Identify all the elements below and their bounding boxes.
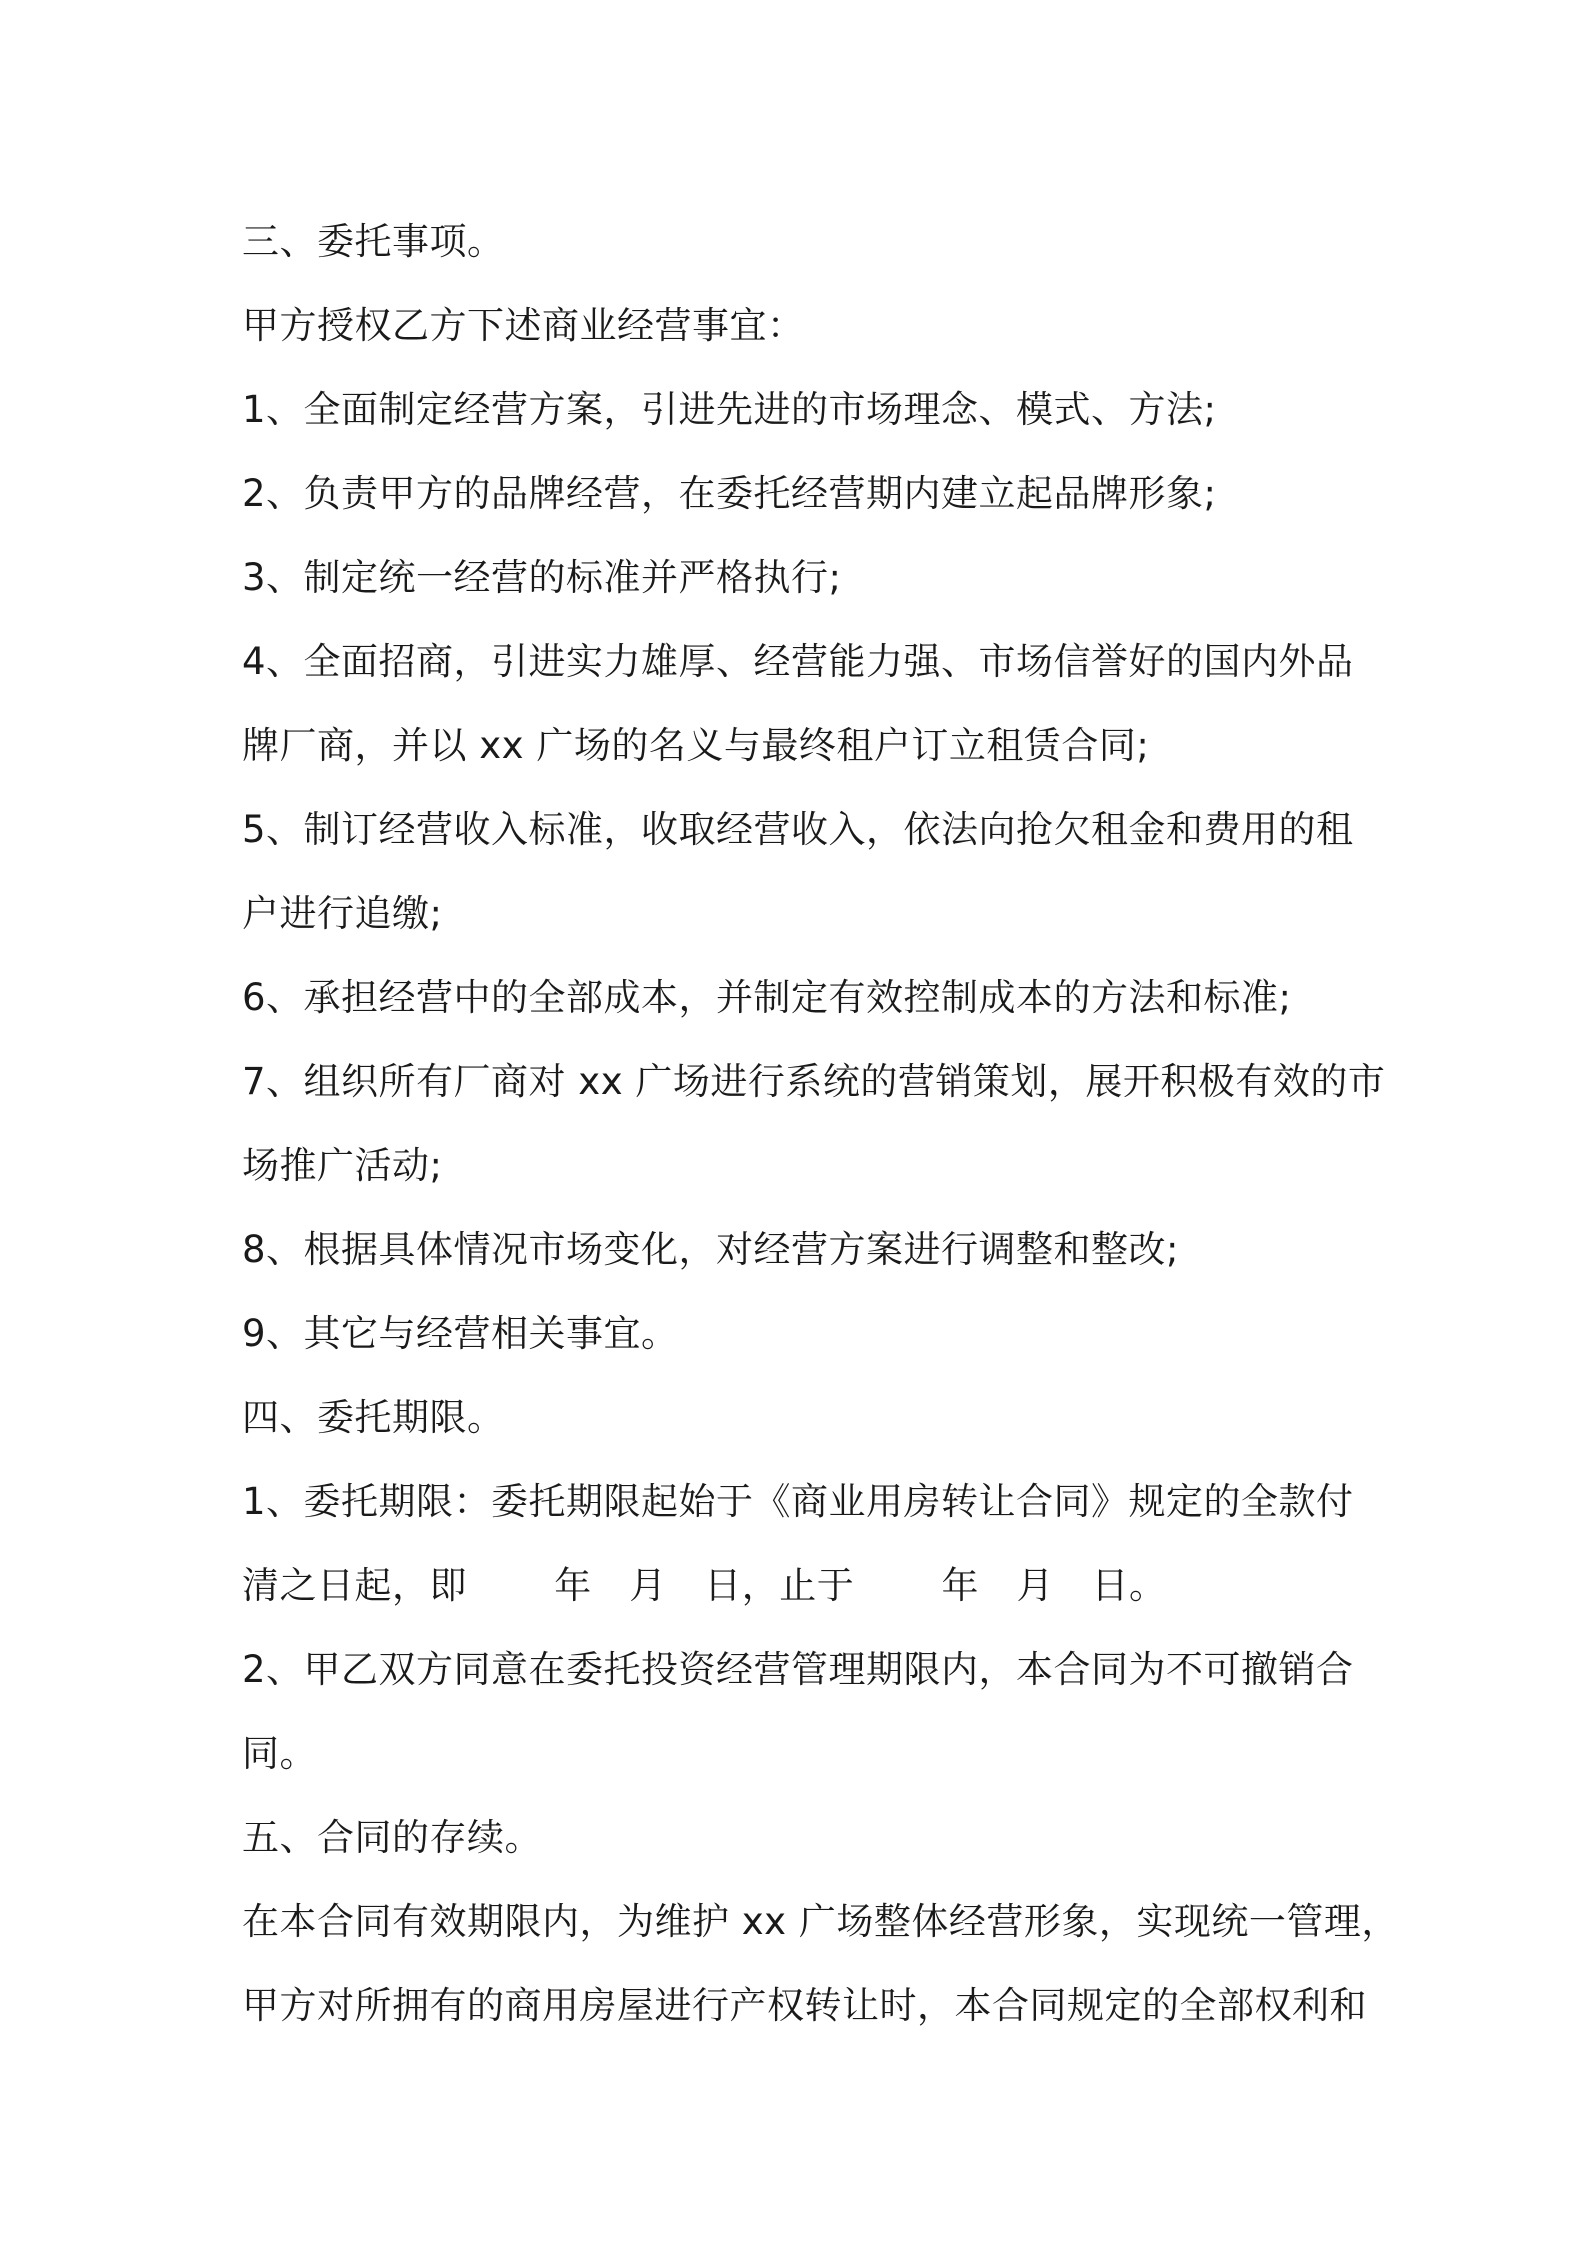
list-item-2: 2、负责甲方的品牌经营，在委托经营期内建立起品牌形象; — [242, 472, 1217, 515]
paragraph-line: 甲方授权乙方下述商业经营事宜： — [242, 304, 805, 347]
list-item-7: 7、组织所有厂商对 xx 广场进行系统的营销策划，展开积极有效的市 — [242, 1060, 1386, 1103]
period-item-2-continued: 同。 — [242, 1732, 317, 1775]
period-item-2: 2、甲乙双方同意在委托投资经营管理期限内，本合同为不可撤销合 — [242, 1648, 1354, 1691]
period-item-1-continued: 清之日起，即 年 月 日，止于 年 月 日。 — [242, 1564, 1167, 1607]
document-body — [242, 200, 1399, 2048]
list-item-4: 4、全面招商，引进实力雄厚、经营能力强、市场信誉好的国内外品 — [242, 640, 1354, 683]
period-item-1: 1、委托期限：委托期限起始于《商业用房转让合同》规定的全款付 — [242, 1480, 1354, 1523]
list-item-6: 6、承担经营中的全部成本，并制定有效控制成本的方法和标准; — [242, 976, 1292, 1019]
list-item-5: 5、制订经营收入标准，收取经营收入，依法向抢欠租金和费用的租 — [242, 808, 1354, 851]
list-item-8: 8、根据具体情况市场变化，对经营方案进行调整和整改; — [242, 1228, 1180, 1271]
list-item-9: 9、其它与经营相关事宜。 — [242, 1312, 679, 1355]
section-heading-entrusted-matters: 三、委托事项。 — [242, 220, 505, 263]
paragraph-line: 在本合同有效期限内，为维护 xx 广场整体经营形象，实现统一管理， — [242, 1900, 1399, 1943]
list-item-7-continued: 场推广活动; — [242, 1144, 443, 1187]
list-item-4-continued: 牌厂商，并以 xx 广场的名义与最终租户订立租赁合同; — [242, 724, 1150, 767]
list-item-3: 3、制定统一经营的标准并严格执行; — [242, 556, 842, 599]
paragraph-line: 甲方对所拥有的商用房屋进行产权转让时，本合同规定的全部权利和 — [242, 1984, 1367, 2027]
list-item-1: 1、全面制定经营方案，引进先进的市场理念、模式、方法; — [242, 388, 1217, 431]
list-item-5-continued: 户进行追缴; — [242, 892, 443, 935]
section-heading-entrustment-period: 四、委托期限。 — [242, 1396, 505, 1439]
section-heading-contract-continuation: 五、合同的存续。 — [242, 1816, 542, 1859]
